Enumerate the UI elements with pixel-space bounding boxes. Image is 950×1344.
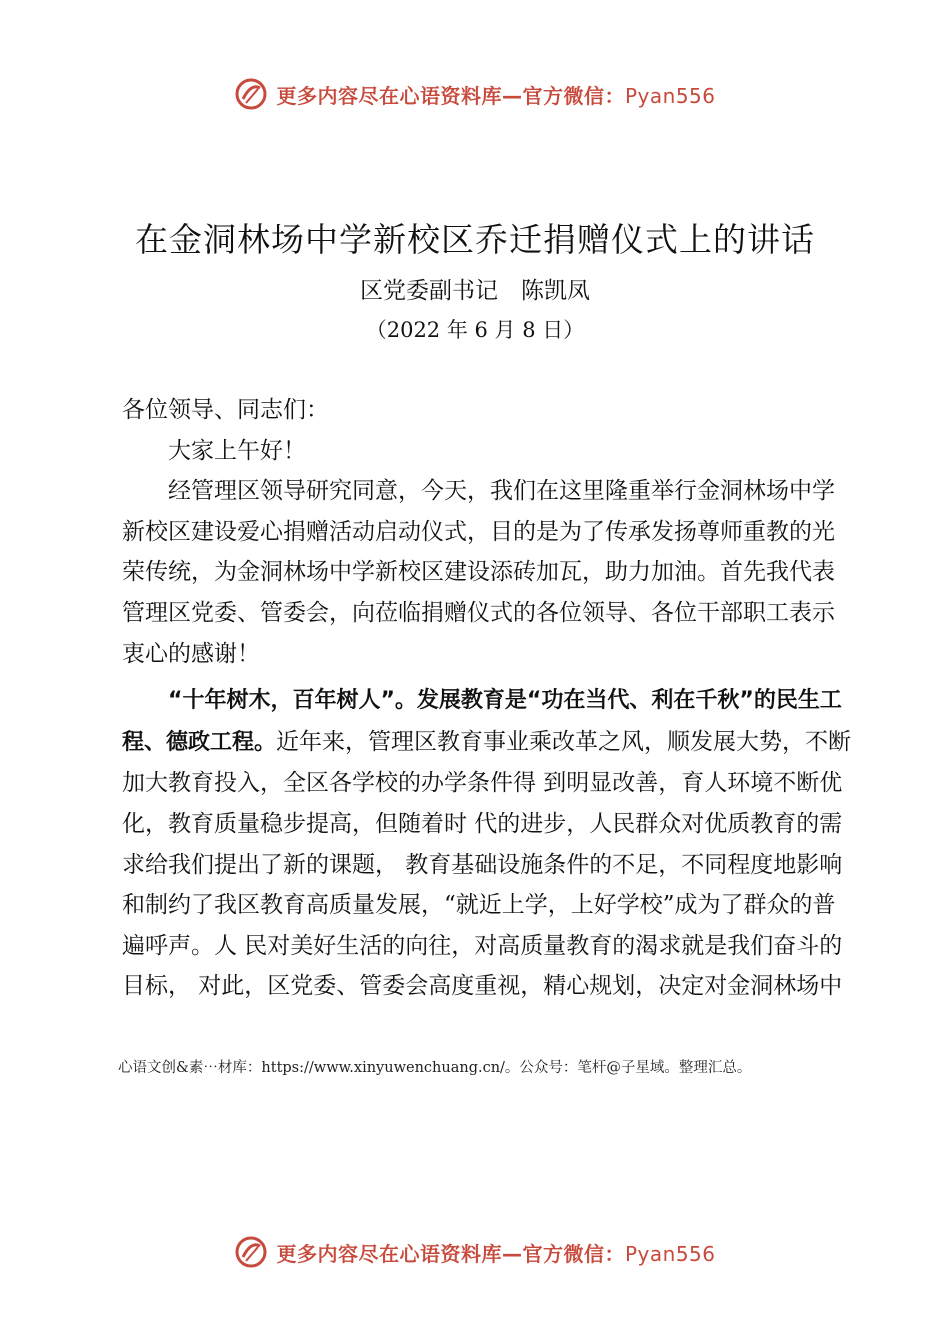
library-logo-icon xyxy=(234,1235,268,1269)
paragraph-2-bold-lead: “十年树木，百年树人”。发展教育是“功在当代、利在千秋”的民生工程、德政工程。 xyxy=(122,688,842,755)
top-banner xyxy=(0,74,950,114)
document-author: 区党委副书记 陈凯凤 xyxy=(360,278,590,304)
greeting: 大家上午好！ xyxy=(168,437,306,464)
document-date: （2022 年 6 月 8 日） xyxy=(365,318,585,342)
paragraph-2-text: 近年来，管理区教育事业乘改革之风，顺发展大势，不断加大教育投入，全区各学校的办学条件得 到明显改善，育人环境不断优化，教育质量稳步提高，但随着时 代的进步，人民群众对优质教育的需求给我们提出了新的课题， 教育基础设施条件的不足，不同程度地影响和制约了我区教育高质量发展，“就近上学，上好学校”成为了群众的普遍呼声。人 民对美好生活的向往，对高质量教育的渴求就是我们奋斗的目标， 对此，区党委、管委会高度重视，精心规划，决定对金洞林场中 xyxy=(122,728,852,1000)
banner-text: 更多内容尽在心语资料库—官方微信：Pyan556 xyxy=(276,1241,716,1266)
salutation: 各位领导、同志们： xyxy=(122,397,329,423)
banner-wechat: Pyan556 xyxy=(624,83,716,108)
document-title: 在金洞林场中学新校区乔迁捐赠仪式上的讲话 xyxy=(135,220,815,259)
library-logo-icon xyxy=(234,77,268,111)
paragraph-1: 经管理区领导研究同意，今天，我们在这里隆重举行金洞林场中学新校区建设爱心捐赠活动启动仪式，目的是为了传承发扬尊师重教的光荣传统，为金洞林场中学新校区建设添砖加瓦，助力加油。首先我代表管理区党委、管委会，向莅临捐赠仪式的各位领导、各位干部职工表示衷心的感谢！ xyxy=(122,478,835,667)
banner-wechat: Pyan556 xyxy=(624,1241,716,1266)
bottom-banner xyxy=(0,1232,950,1272)
footer-note: 心语文创&素⋯材库：https://www.xinyuwenchuang.cn/。公众号：笔杆@子星域。整理汇总。 xyxy=(118,1060,752,1076)
paragraph-2 xyxy=(122,680,854,1007)
speech-body xyxy=(122,390,854,1007)
banner-text: 更多内容尽在心语资料库—官方微信：Pyan556 xyxy=(276,83,716,108)
